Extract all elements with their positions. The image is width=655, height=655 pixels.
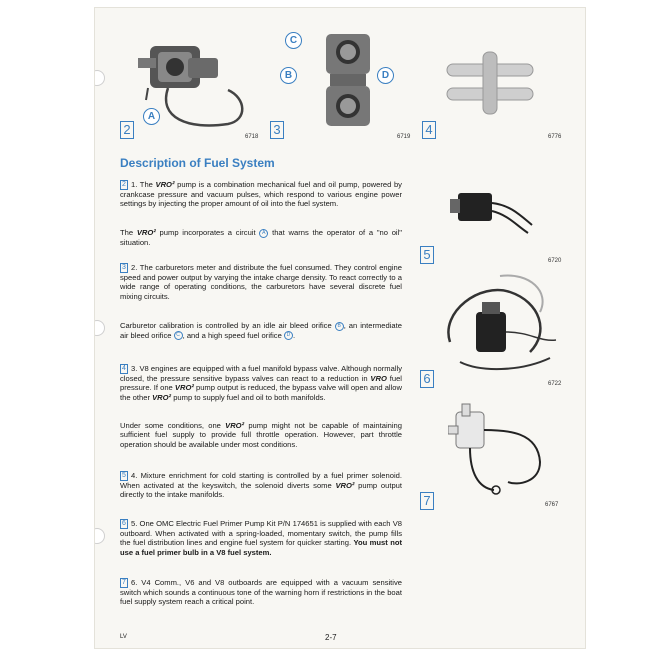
vro-term: VRO²	[174, 383, 194, 393]
callout-c: C	[285, 32, 302, 49]
figure-number: 4	[422, 121, 436, 139]
paragraph-3b	[120, 421, 402, 449]
paragraph-1b	[120, 228, 402, 247]
text-span: , an intermediate air bleed orifice	[120, 321, 402, 340]
figure-carburetor	[318, 30, 378, 135]
vro-term: VRO²	[152, 392, 172, 402]
text-span: 4. Mixture enrichment for cold starting is controlled by a fuel primer solenoid. When activated at the keyswitch, the solenoid diverts some	[120, 471, 402, 490]
figure-code: 6719	[397, 134, 411, 140]
text-span: Carburetor calibration is controlled by an idle air bleed orifice	[120, 321, 335, 330]
figure-primer-solenoid	[450, 185, 540, 240]
figure-ref: 3	[120, 263, 128, 273]
binder-hole	[95, 528, 105, 544]
paragraph-2	[120, 263, 402, 301]
figure-number: 5	[420, 246, 434, 264]
figure-ref: 6	[120, 519, 128, 529]
vro-term: VRO²	[335, 481, 355, 490]
figure-vacuum-switch	[448, 402, 548, 497]
figure-code: 6720	[548, 258, 562, 264]
paragraph-2b	[120, 321, 402, 340]
text-span: 3. V8 engines are equipped with a fuel manifold bypass valve. Although normally closed, the pressure sensitive bypass valves can react to a reduction in	[120, 364, 402, 383]
text-span: 2. The carburetors meter and distribute the fuel consumed. They control engine speed and power output by varying the intake charge density. To react correctly to a wide range of operating conditions, the carburetors have several discrete fuel mixing circuits.	[120, 263, 402, 301]
callout-a: A	[143, 108, 160, 125]
text-span: pump incorporates a circuit	[155, 228, 260, 237]
figure-ref: 5	[120, 471, 128, 481]
text-span: Under some conditions, one	[120, 421, 226, 430]
vro-term: VRO²	[225, 421, 245, 430]
paragraph-4	[120, 471, 402, 500]
figure-number: 3	[270, 121, 284, 139]
binder-hole	[95, 320, 105, 336]
text-span: pump output is reduced, the bypass valve will open and allow the other	[120, 383, 403, 402]
figure-code: 6718	[245, 134, 259, 140]
text-span: that warns the operator of a "no oil" situation.	[120, 228, 402, 247]
callout-ref: C	[174, 331, 183, 340]
figure-code: 6776	[548, 134, 562, 140]
text-span: 5. One OMC Electric Fuel Primer Pump Kit P/N 174651 is supplied with each V8 outboard. When activated with a spring-loaded, momentary switch, the pump fills the fuel distribution lines and engine fuel system for quicker starting.	[120, 519, 402, 548]
warning-text: You must not use a fuel primer bulb in a V8 fuel system.	[120, 538, 402, 557]
text-span: pump output directly to the intake manifolds.	[120, 481, 402, 500]
page-number: 2-7	[325, 633, 337, 642]
figure-code: 6767	[545, 502, 559, 508]
figure-number: 6	[420, 370, 434, 388]
text-span: pump might not be capable of maintaining sufficient fuel supply to provide full throttle operation. However, part throttle operation should be available under most conditions.	[120, 421, 403, 449]
paragraph-1	[120, 180, 402, 209]
vro-term: VRO²	[136, 228, 156, 237]
paragraph-6	[120, 578, 402, 607]
text-span: 1. The	[131, 180, 156, 189]
text-span: fuel pressure. If one	[120, 374, 402, 393]
vro-term: VRO²	[155, 180, 175, 189]
text-span: 6. V4 Comm., V6 and V8 outboards are equipped with a vacuum sensitive switch which sounds a continuous tone of the warning horn if restrictions in the boat fuel supply system reach a critical point.	[120, 578, 402, 607]
text-span: pump to supply fuel and oil to both manifolds.	[171, 392, 326, 402]
figure-ref: 2	[120, 180, 128, 190]
figure-bypass-valve	[445, 48, 535, 118]
footer-code: LV	[120, 634, 127, 640]
text-span: pump is a combination mechanical fuel and oil pump, powered by crankcase pressure and vacuum pulses, which respond to various engine power settings by injecting the proper amount of oil into the fuel system.	[120, 180, 402, 209]
figure-ref: 7	[120, 578, 128, 588]
text-span: .	[292, 330, 296, 340]
text-span: The	[120, 228, 137, 237]
vro-term: VRO	[370, 374, 387, 383]
binder-hole	[95, 70, 105, 86]
callout-ref: D	[284, 331, 293, 340]
section-heading: Description of Fuel System	[120, 156, 275, 170]
paragraph-3	[120, 364, 402, 402]
paragraph-5	[120, 519, 402, 557]
callout-ref: A	[259, 229, 268, 238]
callout-d: D	[377, 67, 394, 84]
text-span: , and a high speed fuel orifice	[182, 330, 284, 340]
figure-primer-pump-kit	[440, 272, 560, 382]
figure-number: 2	[120, 121, 134, 139]
figure-ref: 4	[120, 364, 128, 374]
callout-ref: B	[335, 322, 344, 331]
figure-code: 6722	[548, 381, 562, 387]
figure-number: 7	[420, 492, 434, 510]
callout-b: B	[280, 67, 297, 84]
